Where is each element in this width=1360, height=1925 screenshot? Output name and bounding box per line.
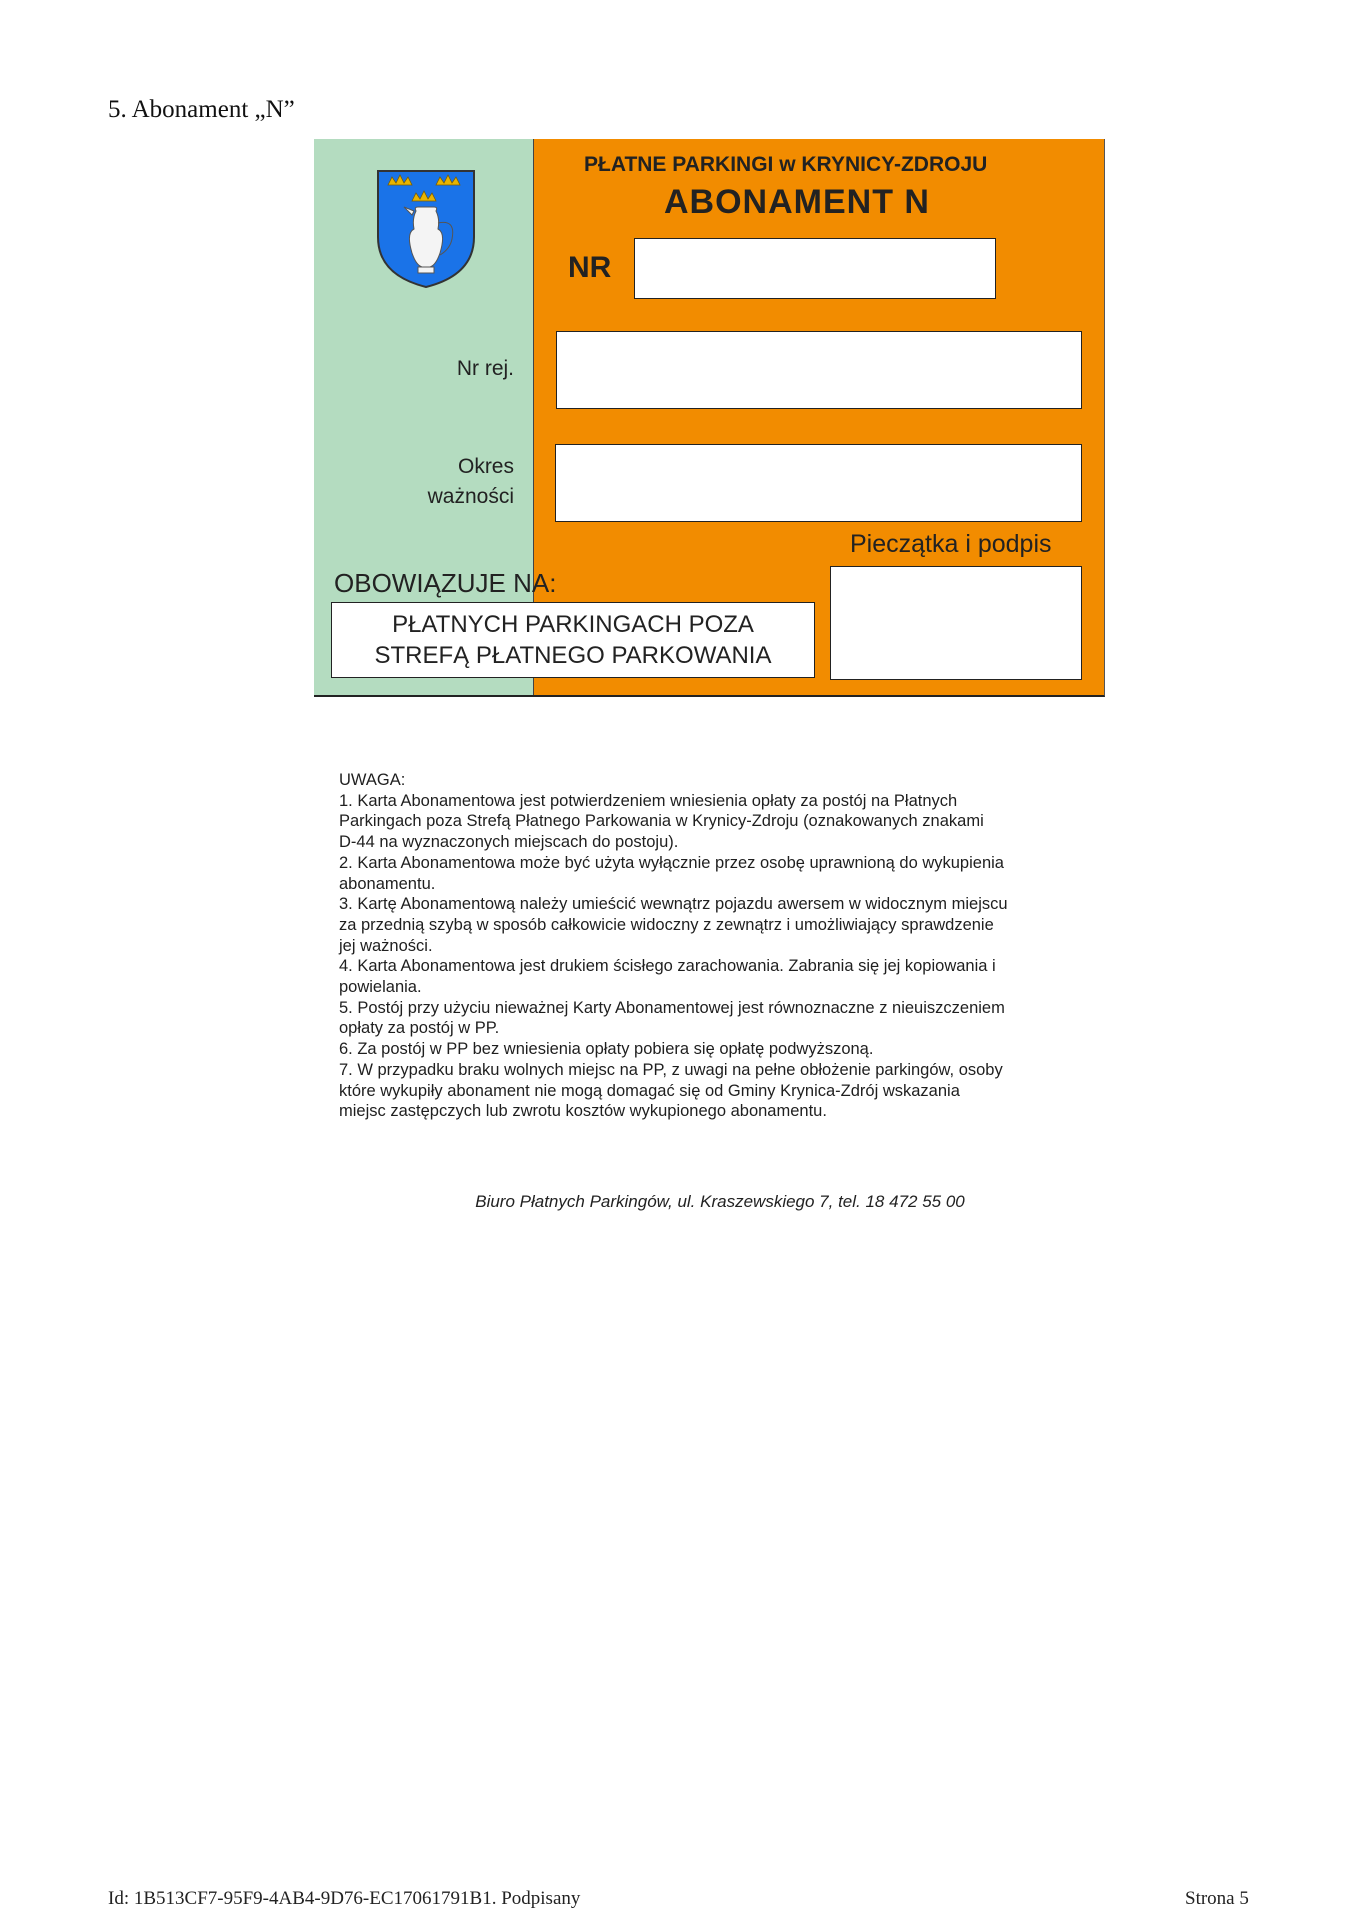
note-line: 1. Karta Abonamentowa jest potwierdzeniem wniesienia opłaty za postój na Płatnych (339, 791, 958, 810)
note-line: za przednią szybą w sposób całkowicie widoczny z zewnątrz i umożliwiający sprawdzenie (339, 915, 994, 934)
note-line: 5. Postój przy użyciu nieważnej Karty Abonamentowej jest równoznaczne z nieuiszczeniem (339, 998, 1005, 1017)
note-line: 4. Karta Abonamentowa jest drukiem ścisłego zarachowania. Zabrania się jej kopiowania i (339, 957, 996, 976)
number-label: NR (568, 251, 612, 284)
note-line: powielania. (339, 978, 422, 997)
note-line: 7. W przypadku braku wolnych miejsc na PP, z uwagi na pełne obłożenie parkingów, osoby (339, 1060, 1003, 1079)
note-line: 3. Kartę Abonamentową należy umieścić wewnątrz pojazdu awersem w widocznym miejscu (339, 895, 1008, 914)
note-line: 6. Za postój w PP bez wniesienia opłaty pobiera się opłatę podwyższoną. (339, 1040, 874, 1059)
notes-block (339, 770, 1099, 1122)
section-heading: 5. Abonament „N” (108, 96, 295, 123)
document-id: Id: 1B513CF7-95F9-4AB4-9D76-EC17061791B1. Podpisany (108, 1888, 581, 1909)
note-line: 2. Karta Abonamentowa może być użyta wyłącznie przez osobę uprawnioną do wykupienia (339, 853, 1004, 872)
card-subtitle: ABONAMENT N (664, 183, 930, 221)
note-line: które wykupiły abonament nie mogą domagać się od Gminy Krynica-Zdrój wskazania (339, 1081, 960, 1100)
note-line: miejsc zastępczych lub zwrotu kosztów wykupionego abonamentu. (339, 1102, 827, 1121)
validity-field[interactable] (555, 444, 1082, 522)
stamp-field[interactable] (830, 566, 1082, 680)
number-field[interactable] (634, 238, 996, 299)
note-line: abonamentu. (339, 874, 436, 893)
registration-label: Nr rej. (456, 357, 514, 380)
stamp-label: Pieczątka i podpis (850, 530, 1052, 558)
scope-line2: STREFĄ PŁATNEGO PARKOWANIA (374, 642, 772, 669)
note-line: UWAGA: (339, 771, 406, 789)
note-line: opłaty za postój w PP. (339, 1019, 500, 1038)
note-line: D-44 na wyznaczonych miejscach do postoju). (339, 833, 679, 852)
validity-label-line2: ważności (427, 485, 514, 508)
page-number: Strona 5 (1185, 1888, 1249, 1909)
validity-label-line1: Okres (457, 455, 514, 478)
scope-box (331, 602, 815, 678)
subscription-card (314, 139, 1105, 697)
card-title: PŁATNE PARKINGI w KRYNICY-ZDROJU (584, 153, 988, 176)
note-line: Parkingach poza Strefą Płatnego Parkowania w Krynicy-Zdroju (oznakowanych znakami (339, 812, 984, 831)
scope-line1: PŁATNYCH PARKINGACH POZA (392, 611, 754, 638)
registration-field[interactable] (556, 331, 1082, 409)
office-contact: Biuro Płatnych Parkingów, ul. Kraszewskiego 7, tel. 18 472 55 00 (475, 1192, 965, 1211)
note-line: jej ważności. (339, 936, 433, 955)
coat-of-arms-icon (374, 167, 478, 291)
validity-label (374, 452, 514, 512)
applies-label: OBOWIĄZUJE NA: (334, 568, 557, 598)
